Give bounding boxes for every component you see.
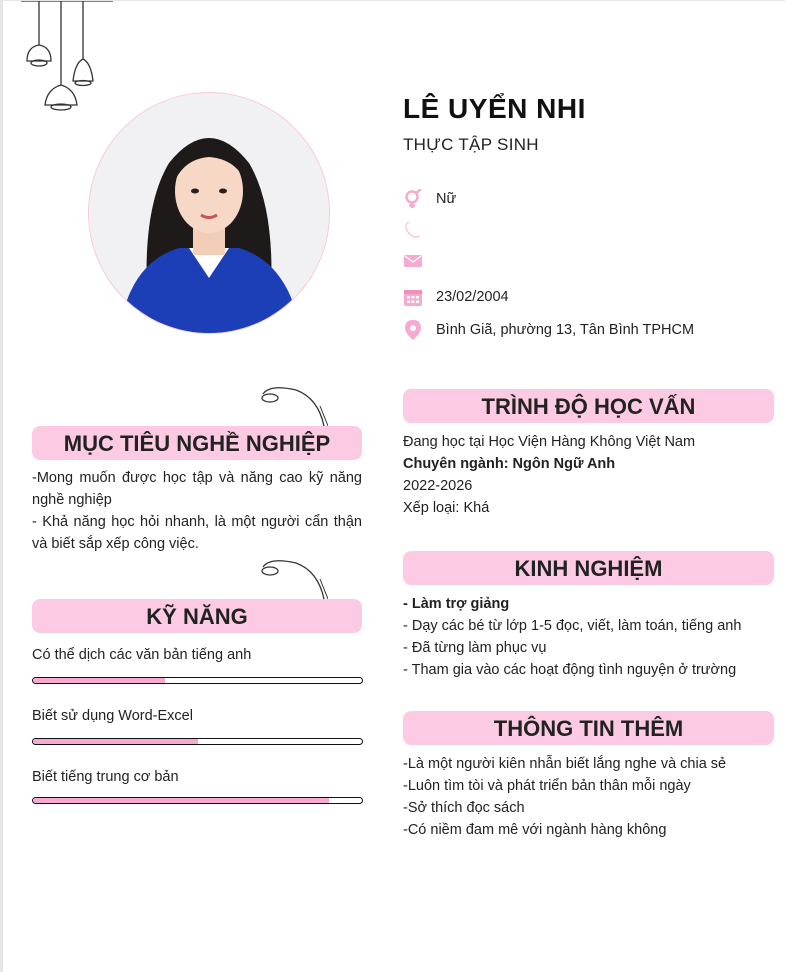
experience-item: - Tham gia vào các hoạt động tình nguyện ở trường: [403, 662, 737, 678]
hook-decoration: [258, 559, 328, 601]
objective-section-title: MỤC TIÊU NGHỀ NGHIỆP: [32, 426, 362, 460]
phone-icon: [403, 220, 423, 240]
experience-section-title: KINH NGHIỆM: [403, 551, 774, 585]
skill-progress-fill: [33, 739, 198, 744]
skill-progress-bar: [32, 738, 363, 745]
gender-value: Nữ: [436, 191, 457, 207]
extra-info-item: -Luôn tìm tòi và phát triển bản thân mỗi ngày: [403, 778, 691, 794]
education-school: Đang học tại Học Viện Hàng Không Việt Nam: [403, 434, 696, 450]
education-section-title: TRÌNH ĐỘ HỌC VẤN: [403, 389, 774, 423]
hanging-lamps-decoration: [21, 1, 121, 121]
avatar-illustration: [89, 93, 329, 333]
skill-label: Biết sử dụng Word-Excel: [32, 708, 193, 724]
location-pin-icon: [403, 320, 423, 340]
extra-info-section-title: THÔNG TIN THÊM: [403, 711, 774, 745]
skill-progress-bar: [32, 677, 363, 684]
objective-line: -Mong muốn được học tập và năng cao kỹ năng nghề nghiệp: [32, 470, 362, 508]
skill-progress-fill: [33, 678, 165, 683]
address-row: [403, 320, 694, 340]
extra-info-list: [403, 753, 774, 841]
education-major: Chuyên ngành: Ngôn Ngữ Anh: [403, 456, 616, 472]
full-name: LÊ UYỂN NHI: [403, 93, 586, 124]
birthday-row: [403, 287, 509, 307]
objective-text: [32, 467, 362, 555]
skill-progress-bar: [32, 797, 363, 804]
skill-progress-fill: [33, 798, 329, 803]
email-row: [403, 251, 436, 271]
gender-icon: [403, 189, 423, 209]
experience-list: [403, 593, 774, 681]
education-details: [403, 431, 774, 519]
mail-icon: [403, 251, 423, 271]
skill-label: Có thể dịch các văn bản tiếng anh: [32, 647, 252, 663]
skills-section-title: KỸ NĂNG: [32, 599, 362, 633]
skill-label: Biết tiếng trung cơ bản: [32, 769, 179, 785]
gender-row: [403, 189, 456, 209]
avatar: [89, 93, 329, 333]
hook-decoration: [258, 386, 328, 428]
experience-item: - Dạy các bé từ lớp 1-5 đọc, viết, làm toán, tiếng anh: [403, 618, 742, 634]
job-title: THỰC TẬP SINH: [403, 135, 539, 154]
extra-info-item: -Có niềm đam mê với ngành hàng không: [403, 822, 667, 838]
extra-info-item: -Sở thích đọc sách: [403, 800, 525, 816]
experience-item: - Làm trợ giảng: [403, 596, 510, 612]
birthday-value: 23/02/2004: [436, 289, 509, 305]
experience-item: - Đã từng làm phục vụ: [403, 640, 547, 656]
phone-row: [403, 220, 436, 240]
education-years: 2022-2026: [403, 478, 473, 494]
calendar-icon: [403, 287, 423, 307]
objective-line: - Khả năng học hỏi nhanh, là một người cẩn thận và biết sắp xếp công việc.: [32, 514, 362, 552]
address-value: Bình Giã, phường 13, Tân Bình TPHCM: [436, 322, 695, 338]
extra-info-item: -Là một người kiên nhẫn biết lắng nghe và chia sẻ: [403, 756, 727, 772]
education-grade: Xếp loại: Khá: [403, 500, 490, 516]
